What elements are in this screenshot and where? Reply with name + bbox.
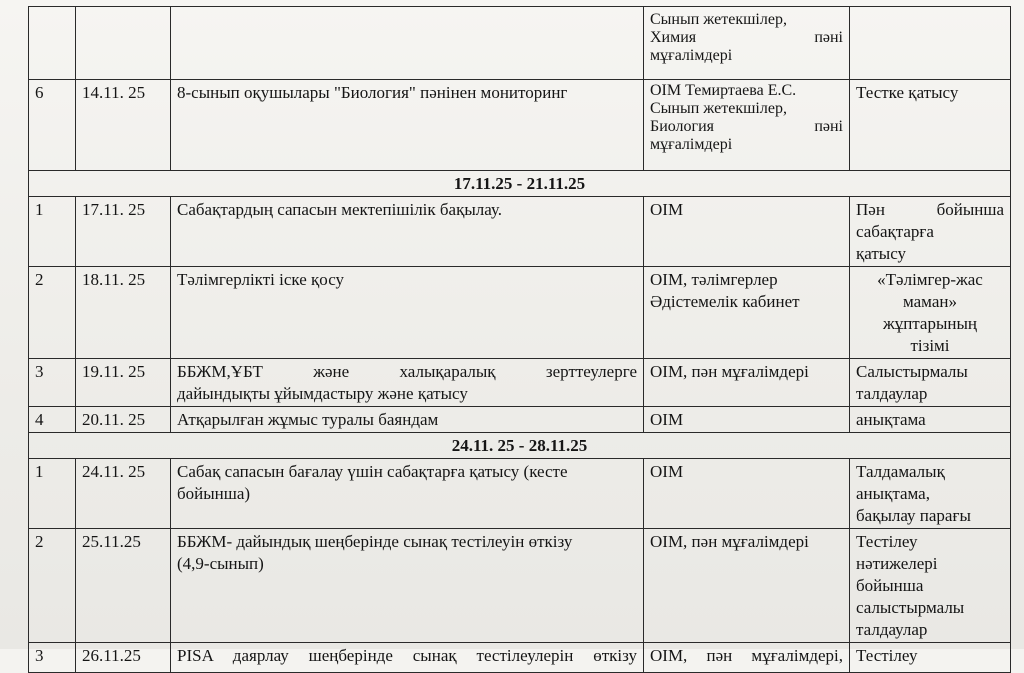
task-line: бойынша) [177,484,251,503]
num-cell: 6 [29,80,76,171]
table-row [29,407,1011,433]
responsible-line: ОІМ, тәлімгерлер [650,270,778,289]
responsible-cell [644,80,850,171]
date-cell: 25.11.25 [76,529,171,643]
responsible-line: ОІМ, пән мұғалімдері, [650,646,843,665]
responsible-line: мұғалімдері [650,47,733,64]
responsible-cell [644,7,850,80]
num-cell: 4 [29,407,76,433]
table-row [29,529,1011,643]
responsible-line: Әдістемелік кабинет [650,292,800,311]
num-cell: 2 [29,267,76,359]
week-range: 24.11. 25 - 28.11.25 [29,433,1011,459]
responsible-cell: ОІМ [644,197,850,267]
result-line: бойынша [856,576,924,595]
num-cell: 3 [29,643,76,673]
task-cell [171,359,644,407]
result-line: «Тәлімгер-жас [877,270,983,289]
result-cell [850,529,1011,643]
task-cell [171,529,644,643]
week-range: 17.11.25 - 21.11.25 [29,171,1011,197]
responsible-line: Сынып жетекшілер, [650,11,787,28]
result-line: Тестілеу [856,532,918,551]
num-cell [29,7,76,80]
table-row [29,267,1011,359]
task-cell: Атқарылған жұмыс туралы баяндам [171,407,644,433]
num-cell: 2 [29,529,76,643]
task-cell [171,459,644,529]
responsible-cell: ОІМ, пән мұғалімдері [644,359,850,407]
responsible-cell [644,267,850,359]
table-row [29,7,1011,80]
task-cell [171,643,644,673]
num-cell: 3 [29,359,76,407]
task-line: дайындықты ұйымдастыру және қатысу [177,384,468,403]
table-row [29,197,1011,267]
task-cell [171,7,644,80]
result-line: анықтама, [856,484,930,503]
date-cell: 26.11.25 [76,643,171,673]
responsible-cell [644,643,850,673]
result-line: бақылау парағы [856,506,971,525]
task-line: PISA даярлау шеңберінде сынақ тестілеулерін өткізу [177,646,637,665]
responsible-cell: ОІМ, пән мұғалімдері [644,529,850,643]
date-cell: 20.11. 25 [76,407,171,433]
schedule-table [28,6,1011,673]
responsible-line: Биология пәні [650,118,843,135]
task-cell: Сабақтардың сапасын мектепішілік бақылау. [171,197,644,267]
result-cell [850,197,1011,267]
result-line: қатысу [856,244,907,263]
date-cell: 17.11. 25 [76,197,171,267]
date-cell: 14.11. 25 [76,80,171,171]
result-line: маман» [903,292,957,311]
responsible-cell: ОІМ [644,407,850,433]
week-header-row [29,171,1011,197]
date-cell: 18.11. 25 [76,267,171,359]
result-cell: Тестілеу [850,643,1011,673]
result-cell [850,459,1011,529]
result-line: талдаулар [856,620,928,639]
responsible-cell: ОІМ [644,459,850,529]
responsible-line: ОІМ Темиртаева Е.С. [650,82,797,99]
task-cell: 8-сынып оқушылары "Биология" пәнінен мониторинг [171,80,644,171]
result-line: Талдамалық [856,462,945,481]
num-cell: 1 [29,197,76,267]
date-cell [76,7,171,80]
result-cell: Тестке қатысу [850,80,1011,171]
week-header-row [29,433,1011,459]
result-cell: анықтама [850,407,1011,433]
result-cell [850,267,1011,359]
result-line: талдаулар [856,384,928,403]
result-line: нәтижелері [856,554,938,573]
table-row [29,459,1011,529]
num-cell: 1 [29,459,76,529]
task-line: ББЖМ,ҰБТ және халықаралық зерттеулерге [177,362,637,381]
date-cell: 24.11. 25 [76,459,171,529]
table-row [29,643,1011,673]
responsible-line: Сынып жетекшілер, [650,100,787,117]
result-line: салыстырмалы [856,598,965,617]
result-line: тізімі [910,336,950,355]
date-cell: 19.11. 25 [76,359,171,407]
result-line: Пән бойынша [856,200,1004,219]
task-line: ББЖМ- дайындық шеңберінде сынақ тестілеуін өткізу [177,532,573,551]
responsible-line: Химия пәні [650,29,843,46]
result-line: Салыстырмалы [856,362,968,381]
result-line: жұптарының [882,314,978,333]
task-cell: Тәлімгерлікті іске қосу [171,267,644,359]
table-row [29,80,1011,171]
result-line: сабақтарға [856,222,934,241]
result-cell [850,7,1011,80]
responsible-line: мұғалімдері [650,136,733,153]
task-line: Сабақ сапасын бағалау үшін сабақтарға қатысу (кесте [177,462,568,481]
result-cell [850,359,1011,407]
table-row [29,359,1011,407]
task-line: (4,9-сынып) [177,554,264,573]
